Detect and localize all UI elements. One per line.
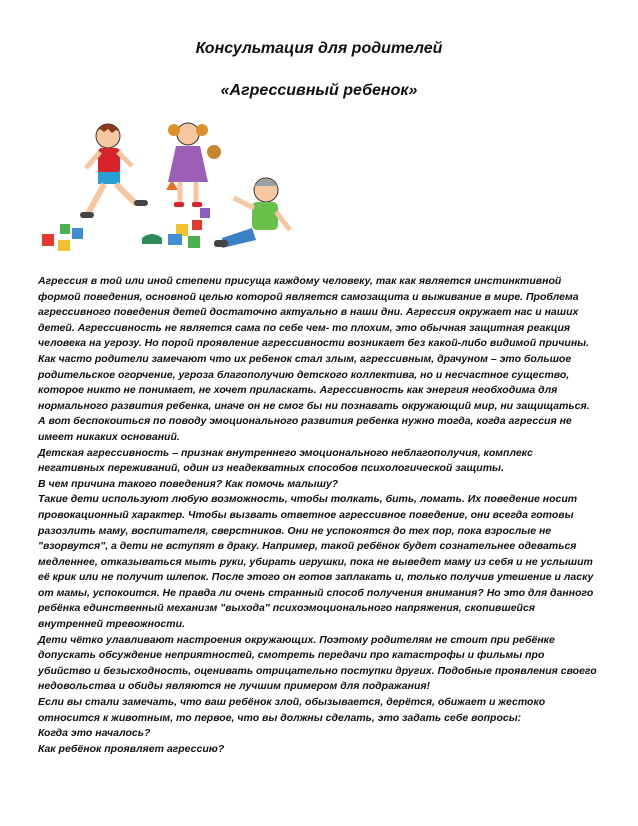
- girl-pigtail: [168, 124, 180, 136]
- paragraph: Если вы стали замечать, что ваш ребёнок злой, обызывается, дерётся, обижает и жестоко относится к животным, то первое, что вы должны сделать, это задать себе вопросы:: [38, 696, 546, 724]
- boy2-arm: [276, 212, 290, 230]
- toy-block: [168, 234, 182, 245]
- toy-block: [60, 224, 70, 234]
- toy-block: [58, 240, 70, 251]
- toy-block: [72, 228, 83, 239]
- page-subtitle: «Агрессивный ребенок»: [220, 82, 418, 99]
- paragraph: Дети чётко улавливают настроения окружающих. Поэтому родителям не стоит при ребёнке допускать обсуждение неприятностей, смотреть передачи про катастрофы и фильмы про убийство и безысходность, оценивать отрицательно поступки других. Подобные проявления своего недовольства и обиды являются не лучшим примером для подражания!: [38, 633, 597, 693]
- toy-block: [42, 234, 54, 246]
- boy-leg: [88, 184, 104, 214]
- paragraph: Детская агрессивность – признак внутреннего эмоционального неблагополучия, комплекс негативных переживаний, один из неадекватных способов психологической защиты.: [38, 446, 533, 475]
- boy-shoe: [134, 200, 148, 206]
- girl-dress: [168, 146, 208, 182]
- boy2-hair: [254, 179, 278, 186]
- girl-pigtail: [196, 124, 208, 136]
- paragraph: В чем причина такого поведения? Как помочь малышу?: [38, 477, 339, 490]
- children-playing-illustration: [38, 112, 300, 264]
- toy-block: [188, 236, 200, 248]
- boy-arm: [118, 152, 132, 166]
- boy2-shirt: [252, 202, 278, 230]
- boy-leg: [116, 184, 136, 204]
- paragraph: Когда это началось?: [38, 727, 151, 740]
- toy-car: [142, 234, 162, 244]
- page-title: Консультация для родителей: [195, 40, 443, 57]
- paragraph: Такие дети используют любую возможность, чтобы толкать, бить, ломать. Их поведение носит провокационный характер. Чтобы вызвать ответное агрессивное поведение, они всегда готовы разозлить маму, воспитателя, сверстников. Они не успокоятся до тех пор, пока взрослые не "взорвутся", а дети не вступят в драку. Например, такой ребёнок будет сознательнее одеваться медленнее, отказываться мыть руки, убирать игрушки, пока не выведет маму из себя и не услышит её крик или не получит шлепок. После этого он готов заплакать и, только получив утешение и ласку от мамы, успокоится. Не правда ли очень странный способ получения внимания? Но это для данного ребёнка единственный механизм "выхода" психоэмоционального напряжения, скопившейся внутренней тревожности.: [38, 493, 594, 631]
- boy2-arm: [234, 198, 254, 208]
- girl-shoe: [192, 202, 202, 207]
- toy-block: [192, 220, 202, 230]
- teddy-bear-icon: [207, 145, 221, 159]
- article-body: [38, 274, 600, 757]
- boy2-shoe: [214, 240, 228, 247]
- girl-shoe: [174, 202, 184, 207]
- boy-arm: [86, 152, 100, 168]
- paragraph: Как ребёнок проявляет агрессию?: [38, 742, 225, 755]
- boy-shorts: [98, 172, 120, 184]
- girl-head: [177, 123, 199, 145]
- boy-shoe: [80, 212, 94, 218]
- boy-shirt: [98, 148, 120, 174]
- toy-block: [200, 208, 210, 218]
- paragraph: Агрессия в той или иной степени присуща каждому человеку, так как является инстинктивной формой поведения, основной целью которой является самозащита и выживание в мире. Проблема агрессивного поведения детей достаточно актуально в наши дни. Агрессия окружает нас и наших детей. Агрессивность не является сама по себе чем- то плохим, это обычная защитная реакция человека на угрозу. Но порой проявление агрессивности возникает без какой-либо видимой причины. Как часто родители замечают что их ребенок стал злым, агрессивным, драчуном – это большое родительское огорчение, угроза благополучию детского коллектива, но и несчастное существо, которое никто не понимает, не хочет приласкать. Агрессивность как энергия необходима для нормального развития ребенка, иначе он не смог бы ни познавать окружающий мир, ни защищаться. А вот беспокоиться по поводу эмоционального развития ребенка нужно тогда, когда агрессия не имеет никаких оснований.: [38, 275, 590, 443]
